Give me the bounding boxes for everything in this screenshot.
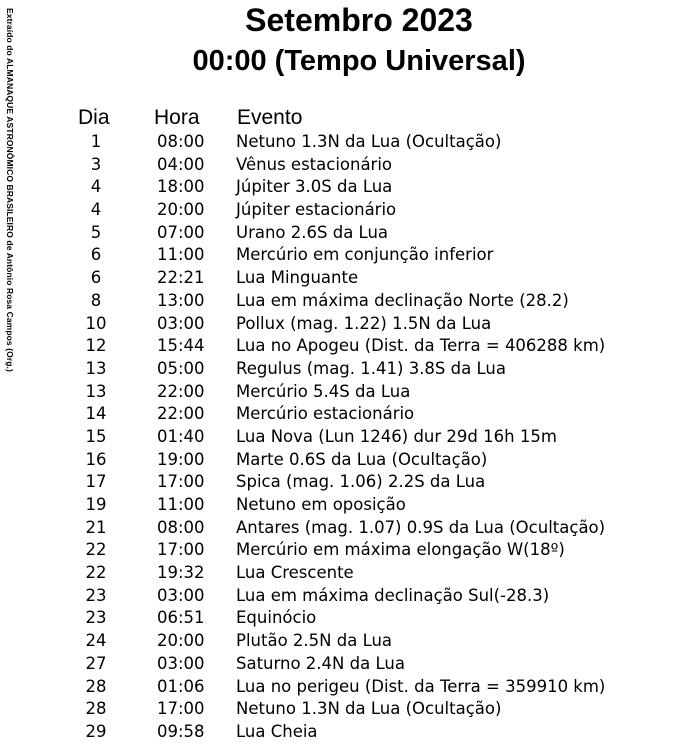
event-description: Vênus estacionário (236, 154, 393, 174)
event-day: 24 (85, 631, 107, 651)
event-time: 03:00 (157, 585, 205, 605)
event-time: 04:00 (157, 154, 205, 174)
table-row (0, 381, 700, 404)
table-row (0, 585, 700, 608)
event-description: Lua em máxima declinação Norte (28.2) (236, 290, 569, 310)
table-row (0, 449, 700, 472)
event-day: 3 (90, 154, 102, 174)
event-description: Netuno em oposição (236, 495, 406, 514)
event-description: Júpiter 3.0S da Lua (236, 177, 393, 197)
table-row (0, 698, 700, 721)
event-day: 1 (90, 132, 102, 151)
table-row (0, 607, 700, 630)
event-time: 22:00 (157, 381, 205, 401)
event-day: 6 (90, 245, 102, 265)
event-description: Júpiter estacionário (236, 200, 397, 220)
event-time: 01:06 (157, 676, 205, 696)
event-description: Lua Crescente (236, 563, 354, 583)
event-day: 13 (85, 358, 107, 378)
event-description: Regulus (mag. 1.41) 3.8S da Lua (236, 358, 506, 378)
event-day: 23 (85, 585, 107, 605)
event-time: 11:00 (157, 245, 205, 265)
table-row (0, 562, 700, 585)
event-time: 05:00 (157, 358, 205, 378)
event-time: 22:00 (157, 404, 205, 424)
event-day: 27 (85, 653, 107, 673)
source-credit: Extraído do ALMANAQUE ASTRONÔMICO BRASILEIRO de Antônio Rosa Campos (Org.) (5, 8, 15, 372)
event-description: Lua no Apogeu (Dist. da Terra = 406288 km) (236, 336, 606, 356)
event-time: 06:51 (157, 608, 205, 628)
event-description: Lua em máxima declinação Sul(-28.3) (236, 585, 550, 605)
event-day: 4 (90, 200, 102, 220)
table-row (0, 653, 700, 676)
event-description: Netuno 1.3N da Lua (Ocultação) (236, 132, 502, 151)
event-time: 09:58 (157, 721, 205, 741)
event-description: Netuno 1.3N da Lua (Ocultação) (236, 699, 502, 719)
page-subtitle: 00:00 (Tempo Universal) (192, 45, 526, 77)
event-time: 15:44 (157, 336, 205, 356)
event-description: Mercúrio em conjunção inferior (236, 245, 494, 265)
column-header-hora: Hora (154, 106, 200, 129)
event-time: 03:00 (157, 313, 205, 333)
table-row (0, 176, 700, 199)
event-time: 08:00 (157, 132, 205, 151)
event-time: 01:40 (157, 426, 205, 446)
table-row (0, 539, 700, 562)
event-description: Spica (mag. 1.06) 2.2S da Lua (236, 472, 486, 492)
page-title: Setembro 2023 (245, 2, 473, 38)
event-time: 17:00 (157, 540, 205, 560)
table-row (0, 199, 700, 222)
event-description: Marte 0.6S da Lua (Ocultação) (236, 449, 488, 469)
event-time: 08:00 (157, 517, 205, 537)
event-day: 21 (85, 517, 107, 537)
event-time: 13:00 (157, 290, 205, 310)
event-day: 6 (90, 268, 102, 288)
event-day: 14 (85, 404, 107, 424)
table-row (0, 313, 700, 336)
event-day: 22 (85, 563, 107, 583)
event-time: 17:00 (157, 699, 205, 719)
table-row (0, 244, 700, 267)
table-row (0, 290, 700, 313)
event-day: 4 (90, 177, 102, 197)
table-row (0, 426, 700, 449)
table-row (0, 630, 700, 653)
event-day: 28 (85, 699, 107, 719)
event-description: Antares (mag. 1.07) 0.9S da Lua (Ocultação) (236, 517, 606, 537)
event-time: 19:32 (157, 563, 205, 583)
event-description: Urano 2.6S da Lua (236, 222, 389, 242)
event-time: 20:00 (157, 631, 205, 651)
event-time: 20:00 (157, 200, 205, 220)
event-day: 5 (90, 222, 102, 242)
table-row (0, 222, 700, 245)
event-time: 19:00 (157, 449, 205, 469)
event-time: 11:00 (157, 495, 205, 514)
event-description: Mercúrio em máxima elongação W(18º) (236, 540, 565, 560)
table-row (0, 676, 700, 699)
event-day: 29 (85, 721, 107, 741)
event-time: 22:21 (157, 268, 205, 288)
event-description: Lua Minguante (236, 268, 359, 288)
event-description: Lua Nova (Lun 1246) dur 29d 16h 15m (236, 426, 557, 446)
event-day: 16 (85, 449, 107, 469)
table-row (0, 131, 700, 154)
event-description: Saturno 2.4N da Lua (236, 653, 405, 673)
event-day: 12 (85, 336, 107, 356)
event-description: Pollux (mag. 1.22) 1.5N da Lua (236, 313, 492, 333)
event-day: 19 (85, 495, 107, 514)
table-row (0, 403, 700, 426)
event-time: 17:00 (157, 472, 205, 492)
event-day: 15 (85, 426, 107, 446)
table-row (0, 517, 700, 540)
event-day: 22 (85, 540, 107, 560)
event-day: 10 (85, 313, 107, 333)
event-day: 28 (85, 676, 107, 696)
event-day: 23 (85, 608, 107, 628)
table-row (0, 267, 700, 290)
column-header-evento: Evento (237, 106, 303, 129)
table-row (0, 721, 700, 744)
event-day: 8 (90, 290, 102, 310)
event-description: Equinócio (236, 608, 317, 628)
event-time: 03:00 (157, 653, 205, 673)
event-day: 17 (85, 472, 107, 492)
event-description: Lua no perigeu (Dist. da Terra = 359910 km) (236, 676, 606, 696)
event-time: 07:00 (157, 222, 205, 242)
event-day: 13 (85, 381, 107, 401)
table-row (0, 358, 700, 381)
column-header-dia: Dia (78, 106, 110, 129)
event-description: Mercúrio 5.4S da Lua (236, 381, 411, 401)
events-table (0, 131, 700, 744)
event-time: 18:00 (157, 177, 205, 197)
event-description: Plutão 2.5N da Lua (236, 631, 393, 651)
table-row (0, 494, 700, 517)
table-row (0, 154, 700, 177)
event-description: Lua Cheia (236, 721, 318, 741)
table-row (0, 335, 700, 358)
table-row (0, 471, 700, 494)
event-description: Mercúrio estacionário (236, 404, 415, 424)
